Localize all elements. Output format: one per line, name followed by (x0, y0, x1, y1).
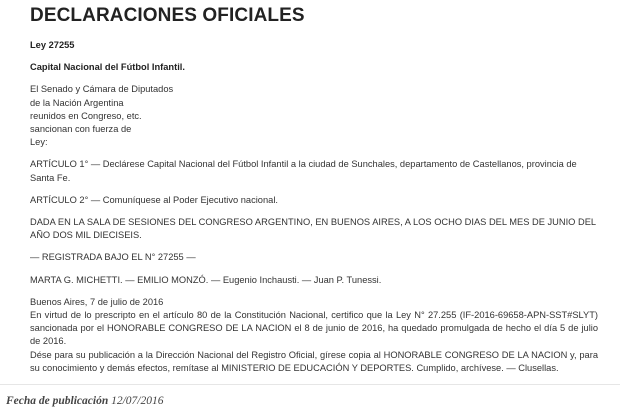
signatories: MARTA G. MICHETTI. — EMILIO MONZÓ. — Eugenio Inchausti. — Juan P. Tunessi. (30, 274, 382, 285)
law-title: Capital Nacional del Fútbol Infantil. (30, 62, 185, 73)
registration-line: — REGISTRADA BAJO EL N° 27255 — (30, 252, 196, 263)
document-body (30, 39, 598, 384)
certification-paragraph: En virtud de lo prescripto en el artículo 80 de la Constitución Nacional, certifico que la Ley N° 27.255 (IF-2016-69658-APN-SST#SLYT) sancionada por el HONORABLE CONGRESO DE LA NACION el 8 de junio de 2016, ha quedado promulgada de hecho el día 5 de julio de 2016. (30, 310, 598, 347)
preamble-line: Ley: (30, 137, 48, 148)
section-title: DECLARACIONES OFICIALES (30, 5, 305, 26)
preamble-line: de la Nación Argentina (30, 97, 124, 108)
law-number: Ley 27255 (30, 40, 75, 50)
preamble-line: El Senado y Cámara de Diputados (30, 84, 174, 95)
publication-date-value: 12/07/2016 (111, 395, 164, 407)
article-2: ARTÍCULO 2° — Comuníquese al Poder Ejecutivo nacional. (30, 194, 278, 205)
footer-divider (0, 384, 620, 385)
preamble-line: sancionan con fuerza de (30, 124, 132, 135)
preamble-line: reunidos en Congreso, etc. (30, 110, 142, 121)
publication-order-paragraph: Dése para su publicación a la Dirección Nacional del Registro Oficial, gírese copia al HONORABLE CONGRESO DE LA NACION y, para su conocimiento y demás efectos, remítase al MINISTERIO DE EDUCACIÓN Y DEPORTES. Cumplido, archívese. — Clusellas. (30, 349, 598, 373)
given-in-session: DADA EN LA SALA DE SESIONES DEL CONGRESO ARGENTINO, EN BUENOS AIRES, A LOS OCHO DIAS DEL MES DE JUNIO DEL AÑO DOS MIL DIECISEIS. (30, 217, 596, 241)
publication-date-label: Fecha de publicación (6, 395, 109, 407)
preamble (30, 83, 598, 149)
publication-date-footer (6, 395, 163, 407)
place-date: Buenos Aires, 7 de julio de 2016 (30, 296, 164, 307)
article-1: ARTÍCULO 1° — Declárese Capital Nacional del Fútbol Infantil a la ciudad de Sunchales, departamento de Castellanos, provincia de Santa Fe. (30, 159, 577, 183)
